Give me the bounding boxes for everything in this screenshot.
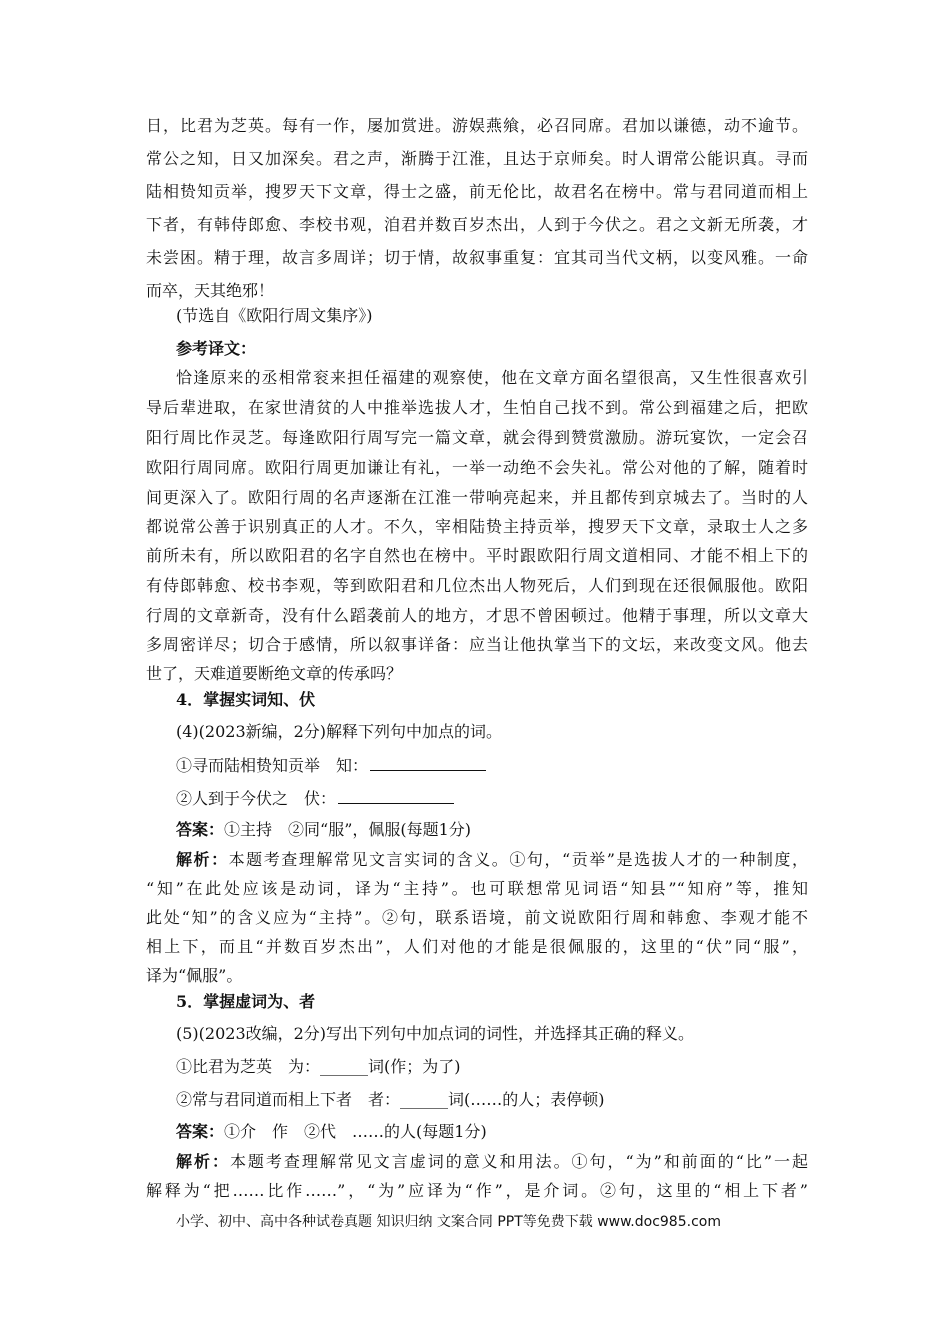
translation-line: 间更深入了。欧阳行周的名声逐渐在江淮一带响亮起来，并且都传到京城去了。当时的人 — [146, 488, 808, 507]
question-item: ①比君为芝英 为：______词(作；为了) — [176, 1057, 461, 1076]
question-item — [176, 755, 808, 776]
passage-line: 陆相贽知贡举，搜罗天下文章，得士之盛，前无伦比，故君名在榜中。常与君同道而相上 — [146, 182, 808, 201]
answer-line — [176, 1122, 808, 1142]
translation-line: 欧阳行周同席。欧阳行周更加谦让有礼，一举一动绝不会失礼。常公对他的了解，随着时 — [146, 458, 808, 477]
answer-label: 答案： — [176, 1122, 225, 1141]
analysis-text: 本题考查理解常见文言实词的含义。①句，“贡举”是选拔人才的一种制度， — [228, 850, 808, 869]
question-title: 5．掌握虚词为、者 — [176, 992, 316, 1011]
analysis-line: 译为“佩服”。 — [146, 966, 243, 985]
analysis-line: 解释为“把……比作……”，“为”应译为“作”，是介词。②句，这里的“相上下者” — [146, 1181, 808, 1200]
question-prompt: (5)(2023改编，2分)写出下列句中加点词的词性，并选择其正确的释义。 — [176, 1024, 695, 1043]
item-text: ②人到于今伏之 伏： — [176, 789, 337, 808]
passage-line: 而卒，天其绝邪！ — [146, 281, 275, 300]
analysis-label: 解析： — [176, 850, 229, 869]
answer-text: ①介 作 ②代 ……的人(每题1分) — [224, 1122, 487, 1141]
translation-line: 多周密详尽；切合于感情，所以叙事详备：应当让他执掌当下的文坛，来改变文风。他去 — [146, 635, 808, 654]
answer-text: ①主持 ②同“服”，佩服(每题1分) — [224, 820, 472, 839]
translation-line: 导后辈进取，在家世清贫的人中推举选拔人才，生怕自己找不到。常公到福建之后，把欧 — [146, 398, 808, 417]
translation-line: 有侍郎韩愈、校书李观，等到欧阳君和几位杰出人物死后，人们到现在还很佩服他。欧阳 — [146, 576, 808, 595]
analysis-line — [176, 850, 808, 870]
question-item — [176, 788, 808, 809]
passage-line: 未尝困。精于理，故言多周详；切于情，故叙事重复：宜其司当代文柄，以变风雅。一命 — [146, 248, 808, 267]
translation-line: 都说常公善于识别真正的人才。不久，宰相陆贽主持贡举，搜罗天下文章，录取士人之多 — [146, 517, 808, 536]
translation-line: 前所未有，所以欧阳君的名字自然也在榜中。平时跟欧阳行周文道相同、才能不相上下的 — [146, 546, 808, 565]
answer-blank — [338, 788, 454, 804]
analysis-line: 相上下，而且“并数百岁杰出”，人们对他的才能是很佩服的，这里的“伏”同“服”， — [146, 937, 808, 956]
answer-label: 答案： — [176, 820, 225, 839]
answer-blank — [370, 755, 486, 771]
question-title: 4．掌握实词知、伏 — [176, 690, 316, 709]
analysis-line — [176, 1152, 808, 1172]
item-text: ①寻而陆相贽知贡举 知： — [176, 756, 369, 775]
source-citation: (节选自《欧阳行周文集序》) — [176, 306, 373, 325]
question-prompt: (4)(2023新编，2分)解释下列句中加点的词。 — [176, 722, 503, 741]
translation-line: 世了，天难道要断绝文章的传承吗？ — [146, 664, 403, 683]
question-item: ②常与君同道而相上下者 者：______词(……的人；表停顿) — [176, 1090, 605, 1109]
footer-banner: 小学、初中、高中各种试卷真题 知识归纳 文案合同 PPT等免费下载 www.doc985.com — [176, 1214, 721, 1230]
analysis-line: “知”在此处应该是动词，译为“主持”。也可联想常见词语“知县”“知府”等，推知 — [146, 879, 808, 898]
analysis-label: 解析： — [176, 1152, 230, 1171]
translation-line: 行周的文章新奇，没有什么蹈袭前人的地方，才思不曾困顿过。他精于事理，所以文章大 — [146, 606, 808, 625]
passage-line: 日，比君为芝英。每有一作，屡加赏进。游娱燕飨，必召同席。君加以谦德，动不逾节。 — [146, 116, 808, 135]
passage-line: 下者，有韩侍郎愈、李校书观，洎君并数百岁杰出，人到于今伏之。君之文新无所袭，才 — [146, 215, 808, 234]
translation-line: 恰逢原来的丞相常衮来担任福建的观察使，他在文章方面名望很高，又生性很喜欢引 — [176, 368, 808, 387]
analysis-text: 本题考查理解常见文言虚词的意义和用法。①句，“为”和前面的“比”一起 — [229, 1152, 808, 1171]
passage-line: 常公之知，日又加深矣。君之声，渐腾于江淮，且达于京师矣。时人谓常公能识真。寻而 — [146, 149, 808, 168]
translation-line: 阳行周比作灵芝。每逢欧阳行周写完一篇文章，就会得到赞赏激励。游玩宴饮，一定会召 — [146, 428, 808, 447]
answer-line — [176, 820, 808, 840]
analysis-line: 此处“知”的含义应为“主持”。②句，联系语境，前文说欧阳行周和韩愈、李观才能不 — [146, 908, 808, 927]
translation-heading: 参考译文： — [176, 339, 257, 358]
